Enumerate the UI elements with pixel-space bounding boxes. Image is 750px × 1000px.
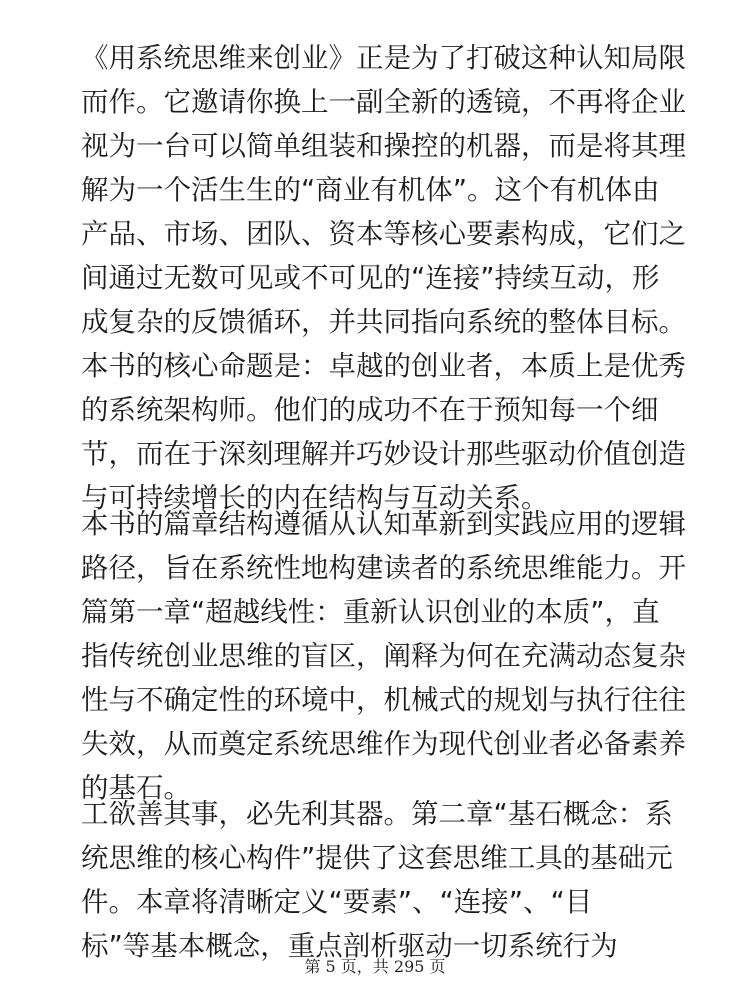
- text-line: 视为一台可以简单组装和操控的机器，而是将其理: [81, 130, 686, 162]
- text-line: 《用系统思维来创业》正是为了打破这种认知局限: [81, 42, 686, 74]
- text-line: 标”等基本概念，重点剖析驱动一切系统行为: [81, 930, 618, 962]
- text-line: 解为一个活生生的“商业有机体”。这个有机体由: [81, 174, 660, 206]
- text-line: 失效，从而奠定系统思维作为现代创业者必备素养: [81, 728, 686, 760]
- text-line: 本书的篇章结构遵循从认知革新到实践应用的逻辑: [81, 508, 686, 540]
- text-line: 产品、市场、团队、资本等核心要素构成，它们之: [81, 218, 686, 250]
- text-line: 指传统创业思维的盲区，阐释为何在充满动态复杂: [81, 640, 686, 672]
- paragraph-1: [81, 36, 686, 520]
- text-line: 而作。它邀请你换上一副全新的透镜，不再将企业: [81, 86, 686, 118]
- text-line: 统思维的核心构件”提供了这套思维工具的基础元: [81, 842, 673, 874]
- text-line: 的系统架构师。他们的成功不在于预知每一个细: [81, 394, 659, 426]
- text-line: 的基石。: [81, 772, 191, 804]
- text-line: 成复杂的反馈循环，并共同指向系统的整体目标。: [81, 306, 686, 338]
- paragraph-3: [81, 792, 681, 968]
- text-line: 性与不确定性的环境中，机械式的规划与执行往往: [81, 684, 686, 716]
- text-line: 篇第一章“超越线性：重新认识创业的本质”，直: [81, 596, 660, 628]
- text-line: 路径，旨在系统性地构建读者的系统思维能力。开: [81, 552, 686, 584]
- text-line: 间通过无数可见或不可见的“连接”持续互动，形: [81, 262, 660, 294]
- text-line: 与可持续增长的内在结构与互动关系。: [81, 482, 549, 514]
- text-line: 本书的核心命题是：卓越的创业者，本质上是优秀: [81, 350, 686, 382]
- text-line: 件。本章将清晰定义“要素”、“连接”、“目: [81, 886, 593, 918]
- paragraph-2: [81, 502, 686, 810]
- page-number-footer: 第 5 页，共 295 页: [304, 957, 446, 976]
- text-line: 节，而在于深刻理解并巧妙设计那些驱动价值创造: [81, 438, 686, 470]
- text-line: 工欲善其事，必先利其器。第二章“基石概念：系: [81, 798, 673, 830]
